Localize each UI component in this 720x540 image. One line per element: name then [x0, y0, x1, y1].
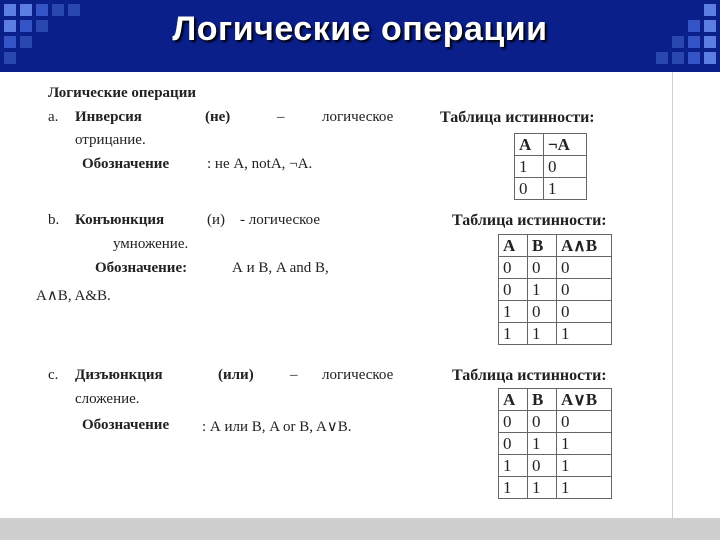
table-cell: 0	[528, 257, 557, 279]
table-cell: 0	[528, 411, 557, 433]
table-row	[499, 279, 612, 301]
table-cell: 1	[499, 323, 528, 345]
title-banner	[0, 0, 720, 72]
table-row	[515, 178, 587, 200]
decor-square	[688, 52, 700, 64]
table-header-cell: A∧B	[557, 235, 612, 257]
table-cell: 1	[528, 323, 557, 345]
conjunction-desc: - логическое	[240, 212, 321, 228]
section-heading: Логические операции	[48, 85, 196, 101]
inversion-alias: (не)	[205, 109, 231, 125]
table-cell: 1	[557, 323, 612, 345]
table-cell: 1	[557, 433, 612, 455]
conjunction-notation-label: Обозначение:	[95, 260, 188, 276]
bottom-bar	[0, 518, 720, 540]
table-cell: 0	[557, 257, 612, 279]
table-row	[499, 301, 612, 323]
table-cell: 0	[557, 279, 612, 301]
disjunction-marker: c.	[48, 367, 59, 383]
decor-square	[4, 52, 16, 64]
disjunction-notation-label: Обозначение	[82, 417, 170, 433]
table-cell: 0	[557, 411, 612, 433]
conjunction-notation-value2: A∧B, A&B.	[36, 288, 111, 304]
inversion-notation-value: : не А, notA, ¬A.	[207, 156, 313, 172]
table-header-cell: A∨B	[557, 389, 612, 411]
table-cell: 1	[499, 477, 528, 499]
table-cell: 0	[499, 433, 528, 455]
table-cell: 0	[499, 257, 528, 279]
table-row	[499, 477, 612, 499]
table-cell: 0	[528, 301, 557, 323]
table-row	[499, 411, 612, 433]
conjunction-truth-table	[498, 234, 612, 345]
inversion-desc: логическое	[322, 109, 394, 125]
slide-title: Логические операции	[172, 10, 548, 48]
table-cell: 1	[557, 455, 612, 477]
table-header-cell: A	[499, 389, 528, 411]
table-header-cell: A	[499, 235, 528, 257]
disjunction-notation-value: : А или В, A or B, A∨B.	[202, 419, 352, 435]
table-cell: 1	[499, 301, 528, 323]
disjunction-table-title: Таблица истинности:	[452, 367, 607, 384]
conjunction-name: Конъюнкция	[75, 212, 165, 228]
table-cell: 1	[528, 433, 557, 455]
table-cell: 0	[528, 455, 557, 477]
table-cell: 1	[528, 279, 557, 301]
table-cell: 1	[528, 477, 557, 499]
table-cell: 0	[499, 279, 528, 301]
table-cell: 1	[557, 477, 612, 499]
table-header-row	[515, 134, 587, 156]
table-header-cell: B	[528, 389, 557, 411]
decor-square	[656, 52, 668, 64]
disjunction-alias: (или)	[218, 367, 254, 383]
disjunction-desc: логическое	[322, 367, 394, 383]
table-header-cell: ¬A	[544, 134, 587, 156]
conjunction-table-title: Таблица истинности:	[452, 212, 607, 229]
inversion-truth-table	[514, 133, 587, 200]
table-cell: 0	[499, 411, 528, 433]
table-header-row	[499, 389, 612, 411]
table-cell: 1	[499, 455, 528, 477]
inversion-table-title: Таблица истинности:	[440, 109, 595, 126]
table-cell: 0	[515, 178, 544, 200]
table-row	[515, 156, 587, 178]
table-cell: 1	[515, 156, 544, 178]
table-header-cell: A	[515, 134, 544, 156]
table-row	[499, 433, 612, 455]
inversion-desc2: отрицание.	[75, 132, 146, 148]
disjunction-desc2: сложение.	[75, 391, 140, 407]
decor-square	[704, 52, 716, 64]
conjunction-notation-value: А и В, A and B,	[232, 260, 329, 276]
table-cell: 1	[544, 178, 587, 200]
table-row	[499, 455, 612, 477]
table-row	[499, 323, 612, 345]
disjunction-truth-table	[498, 388, 612, 499]
inversion-dash: –	[277, 109, 285, 125]
table-row	[499, 257, 612, 279]
inversion-name: Инверсия	[75, 109, 142, 125]
table-cell: 0	[557, 301, 612, 323]
conjunction-marker: b.	[48, 212, 60, 228]
inversion-notation-label: Обозначение	[82, 156, 170, 172]
table-header-row	[499, 235, 612, 257]
conjunction-desc2: умножение.	[113, 236, 189, 252]
table-cell: 0	[544, 156, 587, 178]
disjunction-name: Дизъюнкция	[75, 367, 163, 383]
decor-square	[672, 52, 684, 64]
table-header-cell: B	[528, 235, 557, 257]
conjunction-alias: (и)	[207, 212, 226, 228]
disjunction-dash: –	[290, 367, 298, 383]
inversion-marker: a.	[48, 109, 59, 125]
